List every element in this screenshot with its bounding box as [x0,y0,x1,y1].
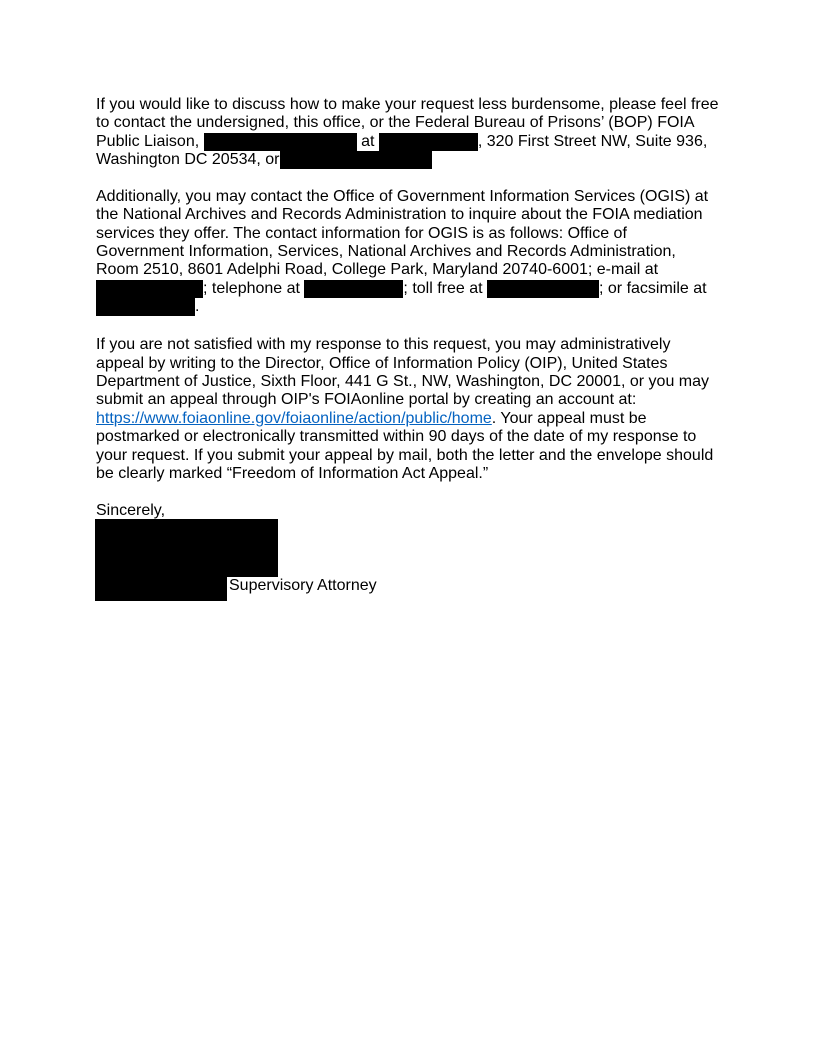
redaction-box [96,280,203,298]
text: ; or facsimile at [599,280,707,297]
redaction-box [487,280,599,298]
text-line [96,133,707,151]
text-line: the National Archives and Records Administration to inquire about the FOIA mediation [96,206,703,223]
redaction-box [379,133,478,151]
foiaonline-link[interactable]: https://www.foiaonline.gov/foiaonline/action/public/home [96,410,492,427]
text-line [96,410,647,428]
text-line [96,298,199,316]
text-line [96,280,707,298]
redaction-box [304,280,403,298]
text: Public Liaison, [96,133,204,150]
redaction-box [204,133,357,151]
salutation: Sincerely, [96,502,166,519]
text: Washington DC 20534, or [96,151,280,168]
text-line: Room 2510, 8601 Adelphi Road, College Park, Maryland 20740-6001; e-mail at [96,261,659,278]
redacted-name [95,563,227,601]
text-line: If you are not satisfied with my response to this request, you may administratively [96,336,671,353]
text: , 320 First Street NW, Suite 936, [477,133,708,150]
text-line: postmarked or electronically transmitted within 90 days of the date of my response to [96,428,697,445]
text-line: Government Information, Services, National Archives and Records Administration, [96,243,676,260]
text-line [96,151,432,169]
redaction-box [280,151,432,169]
text-line: submit an appeal through OIP's FOIAonline portal by creating an account at: [96,391,637,408]
text: . Your appeal must be [491,410,647,427]
signer-title: Supervisory Attorney [229,577,377,594]
text: ; toll free at [403,280,488,297]
redaction-box [96,298,195,316]
text-line: services they offer. The contact information for OGIS is as follows: Office of [96,225,627,242]
text-line: to contact the undersigned, this office, or the Federal Bureau of Prisons’ (BOP) FOIA [96,114,695,131]
text-line: be clearly marked “Freedom of Information Act Appeal.” [96,465,489,482]
text-line: Department of Justice, Sixth Floor, 441 G St., NW, Washington, DC 20001, or you may [96,373,710,390]
text: at [356,133,379,150]
text-line: your request. If you submit your appeal by mail, both the letter and the envelope should [96,447,714,464]
text: ; telephone at [203,280,305,297]
text-line: If you would like to discuss how to make your request less burdensome, please feel free [96,96,719,113]
text: . [195,298,200,315]
text-line: Additionally, you may contact the Office of Government Information Services (OGIS) at [96,188,709,205]
text-line: appeal by writing to the Director, Office of Information Policy (OIP), United States [96,355,668,372]
